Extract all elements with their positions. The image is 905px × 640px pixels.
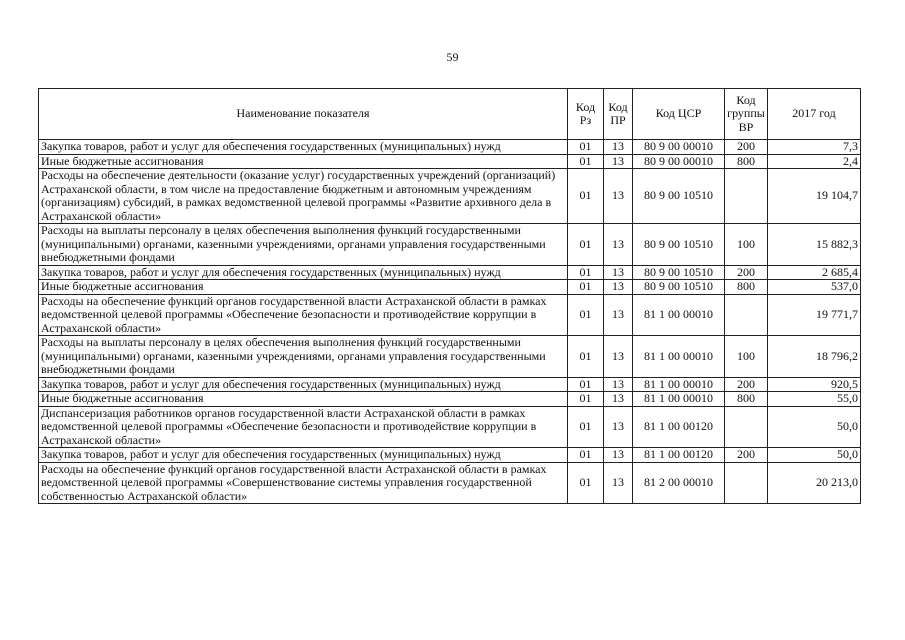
cell-csr: 80 9 00 10510 bbox=[633, 280, 725, 295]
cell-name: Иные бюджетные ассигнования bbox=[39, 280, 568, 295]
cell-amount: 55,0 bbox=[768, 392, 861, 407]
cell-name: Иные бюджетные ассигнования bbox=[39, 392, 568, 407]
cell-amount: 920,5 bbox=[768, 377, 861, 392]
cell-name: Закупка товаров, работ и услуг для обеспечения государственных (муниципальных) нужд bbox=[39, 448, 568, 463]
cell-vr bbox=[725, 406, 768, 448]
cell-amount: 7,3 bbox=[768, 140, 861, 155]
cell-vr: 100 bbox=[725, 224, 768, 266]
cell-rz: 01 bbox=[568, 392, 604, 407]
cell-rz: 01 bbox=[568, 377, 604, 392]
cell-pr: 13 bbox=[604, 392, 633, 407]
cell-pr: 13 bbox=[604, 154, 633, 169]
cell-amount: 18 796,2 bbox=[768, 336, 861, 378]
cell-pr: 13 bbox=[604, 406, 633, 448]
header-rz: Код Рз bbox=[568, 89, 604, 140]
cell-vr: 200 bbox=[725, 140, 768, 155]
cell-pr: 13 bbox=[604, 462, 633, 504]
cell-rz: 01 bbox=[568, 154, 604, 169]
cell-vr bbox=[725, 169, 768, 224]
cell-csr: 80 9 00 10510 bbox=[633, 224, 725, 266]
table-row bbox=[39, 224, 861, 266]
cell-amount: 2 685,4 bbox=[768, 265, 861, 280]
cell-csr: 81 1 00 00120 bbox=[633, 406, 725, 448]
cell-csr: 80 9 00 10510 bbox=[633, 169, 725, 224]
header-name: Наименование показателя bbox=[39, 89, 568, 140]
table-header-row bbox=[39, 89, 861, 140]
table-row bbox=[39, 406, 861, 448]
cell-name: Диспансеризация работников органов государственной власти Астраханской области в рамках ведомственной целевой программы «Обеспечение безопасности и противодействие коррупции в Астраханской области» bbox=[39, 406, 568, 448]
header-vr: Код группы ВР bbox=[725, 89, 768, 140]
cell-amount: 19 771,7 bbox=[768, 294, 861, 336]
table-row bbox=[39, 392, 861, 407]
cell-vr: 200 bbox=[725, 448, 768, 463]
cell-csr: 80 9 00 00010 bbox=[633, 140, 725, 155]
cell-rz: 01 bbox=[568, 294, 604, 336]
cell-amount: 2,4 bbox=[768, 154, 861, 169]
table-row bbox=[39, 169, 861, 224]
header-pr: Код ПР bbox=[604, 89, 633, 140]
header-csr: Код ЦСР bbox=[633, 89, 725, 140]
cell-name: Иные бюджетные ассигнования bbox=[39, 154, 568, 169]
table-row bbox=[39, 377, 861, 392]
table-row bbox=[39, 140, 861, 155]
cell-vr: 800 bbox=[725, 392, 768, 407]
cell-rz: 01 bbox=[568, 448, 604, 463]
cell-pr: 13 bbox=[604, 294, 633, 336]
cell-rz: 01 bbox=[568, 280, 604, 295]
table-row bbox=[39, 448, 861, 463]
cell-pr: 13 bbox=[604, 280, 633, 295]
cell-csr: 81 2 00 00010 bbox=[633, 462, 725, 504]
page-number: 59 bbox=[446, 50, 459, 64]
cell-rz: 01 bbox=[568, 224, 604, 266]
table-body bbox=[39, 140, 861, 504]
cell-csr: 81 1 00 00010 bbox=[633, 336, 725, 378]
cell-name: Расходы на обеспечение функций органов государственной власти Астраханской области в рамках ведомственной целевой программы «Обеспечение безопасности и противодействие коррупции в Астраханской области» bbox=[39, 294, 568, 336]
cell-rz: 01 bbox=[568, 406, 604, 448]
cell-csr: 81 1 00 00010 bbox=[633, 392, 725, 407]
cell-vr: 800 bbox=[725, 280, 768, 295]
cell-pr: 13 bbox=[604, 448, 633, 463]
cell-pr: 13 bbox=[604, 265, 633, 280]
cell-amount: 20 213,0 bbox=[768, 462, 861, 504]
table-row bbox=[39, 294, 861, 336]
cell-pr: 13 bbox=[604, 224, 633, 266]
cell-vr: 800 bbox=[725, 154, 768, 169]
cell-csr: 81 1 00 00010 bbox=[633, 377, 725, 392]
header-year: 2017 год bbox=[768, 89, 861, 140]
cell-name: Закупка товаров, работ и услуг для обеспечения государственных (муниципальных) нужд bbox=[39, 265, 568, 280]
table-row bbox=[39, 462, 861, 504]
table-row bbox=[39, 265, 861, 280]
cell-pr: 13 bbox=[604, 377, 633, 392]
cell-amount: 15 882,3 bbox=[768, 224, 861, 266]
cell-amount: 537,0 bbox=[768, 280, 861, 295]
cell-rz: 01 bbox=[568, 265, 604, 280]
cell-amount: 50,0 bbox=[768, 406, 861, 448]
cell-vr: 200 bbox=[725, 265, 768, 280]
cell-amount: 19 104,7 bbox=[768, 169, 861, 224]
cell-rz: 01 bbox=[568, 169, 604, 224]
cell-vr bbox=[725, 462, 768, 504]
cell-name: Закупка товаров, работ и услуг для обеспечения государственных (муниципальных) нужд bbox=[39, 140, 568, 155]
cell-rz: 01 bbox=[568, 462, 604, 504]
cell-rz: 01 bbox=[568, 140, 604, 155]
cell-name: Расходы на выплаты персоналу в целях обеспечения выполнения функций государственными (муниципальными) органами, казенными учреждениями, органами управления государственными внебюджетными фондами bbox=[39, 224, 568, 266]
cell-csr: 81 1 00 00120 bbox=[633, 448, 725, 463]
cell-rz: 01 bbox=[568, 336, 604, 378]
table-row bbox=[39, 154, 861, 169]
cell-vr bbox=[725, 294, 768, 336]
cell-csr: 80 9 00 00010 bbox=[633, 154, 725, 169]
cell-vr: 200 bbox=[725, 377, 768, 392]
cell-amount: 50,0 bbox=[768, 448, 861, 463]
table-row bbox=[39, 280, 861, 295]
cell-name: Расходы на обеспечение функций органов государственной власти Астраханской области в рамках ведомственной целевой программы «Совершенствование системы управления государственной собственностью Астраханской области» bbox=[39, 462, 568, 504]
cell-pr: 13 bbox=[604, 169, 633, 224]
cell-pr: 13 bbox=[604, 336, 633, 378]
table-row bbox=[39, 336, 861, 378]
cell-name: Закупка товаров, работ и услуг для обеспечения государственных (муниципальных) нужд bbox=[39, 377, 568, 392]
cell-csr: 81 1 00 00010 bbox=[633, 294, 725, 336]
cell-name: Расходы на обеспечение деятельности (оказание услуг) государственных учреждений (организаций) Астраханской области, в том числе на предоставление бюджетным и автономным учреждениям (организациям) субсидий, в рамках ведомственной целевой программы «Развитие архивного дела в Астраханской области» bbox=[39, 169, 568, 224]
budget-table bbox=[38, 88, 861, 504]
cell-vr: 100 bbox=[725, 336, 768, 378]
cell-csr: 80 9 00 10510 bbox=[633, 265, 725, 280]
cell-pr: 13 bbox=[604, 140, 633, 155]
cell-name: Расходы на выплаты персоналу в целях обеспечения выполнения функций государственными (муниципальными) органами, казенными учреждениями, органами управления государственными внебюджетными фондами bbox=[39, 336, 568, 378]
